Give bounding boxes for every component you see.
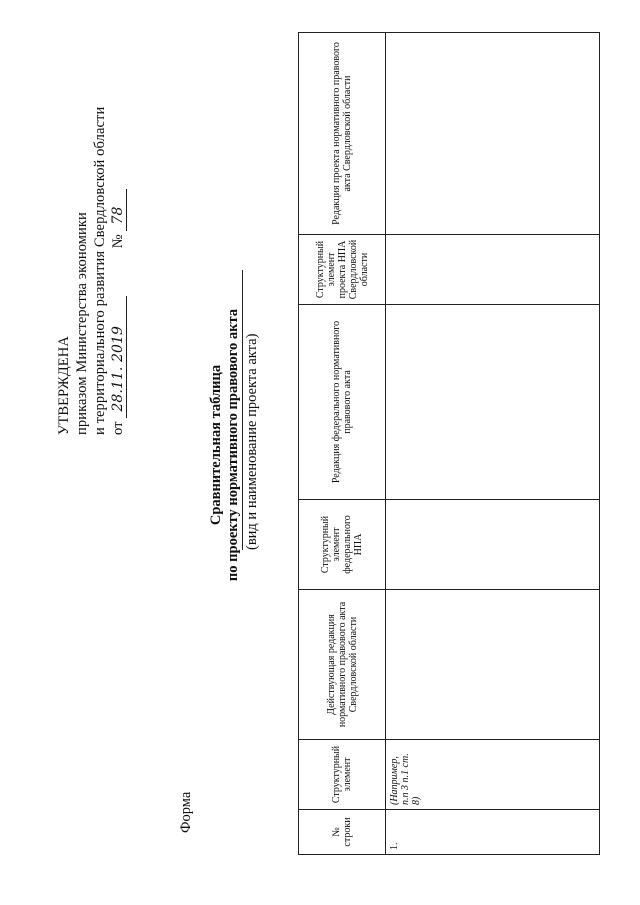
approval-number-label: № (110, 234, 126, 249)
approval-date-line (109, 15, 127, 435)
header-federal-edition: Редакция федерального нормативного правового акта (299, 305, 386, 500)
row-cell-empty (386, 305, 600, 500)
header-draft-edition: Редакция проекта нормативного правового акта Свердловской области (299, 33, 386, 235)
approval-date: 28.11. 2019 (110, 296, 127, 418)
row-element-example: (Например, п.п 3 п.1 ст. 8) (386, 740, 600, 810)
table-header-row (299, 33, 386, 855)
approval-heading: УТВЕРЖДЕНА (56, 336, 72, 435)
title-hint-text: (вид и наименование проекта акта) (242, 270, 261, 550)
row-cell-empty (386, 590, 600, 740)
title-line-1: Сравнительная таблица (208, 364, 224, 526)
approval-line-2: и территориального развития Свердловской области (92, 106, 108, 435)
comparison-table (298, 32, 600, 855)
header-current-edition: Действующая редакция нормативного правового акта Свердловской области (299, 590, 386, 740)
title-hint (242, 165, 261, 725)
form-label: Форма (178, 791, 194, 833)
header-draft-element: Структурный элемент проекта НПА Свердловской области (299, 235, 386, 305)
row-cell-empty (386, 235, 600, 305)
approval-line-1: приказом Министерства экономики (74, 212, 90, 435)
approval-from-label: от (110, 421, 126, 435)
approval-number: 78 (110, 189, 127, 231)
table-row (386, 33, 600, 855)
row-cell-empty (386, 500, 600, 590)
header-row-number: № строки (299, 810, 386, 855)
document-title (208, 165, 261, 725)
row-cell-empty (386, 33, 600, 235)
row-number: 1. (386, 810, 600, 855)
header-structural-element: Структурный элемент (299, 740, 386, 810)
header-federal-element: Структурный элемент федерального НПА (299, 500, 386, 590)
title-line-2: по проекту нормативного правового акта (225, 308, 241, 582)
approval-stamp (55, 15, 127, 435)
